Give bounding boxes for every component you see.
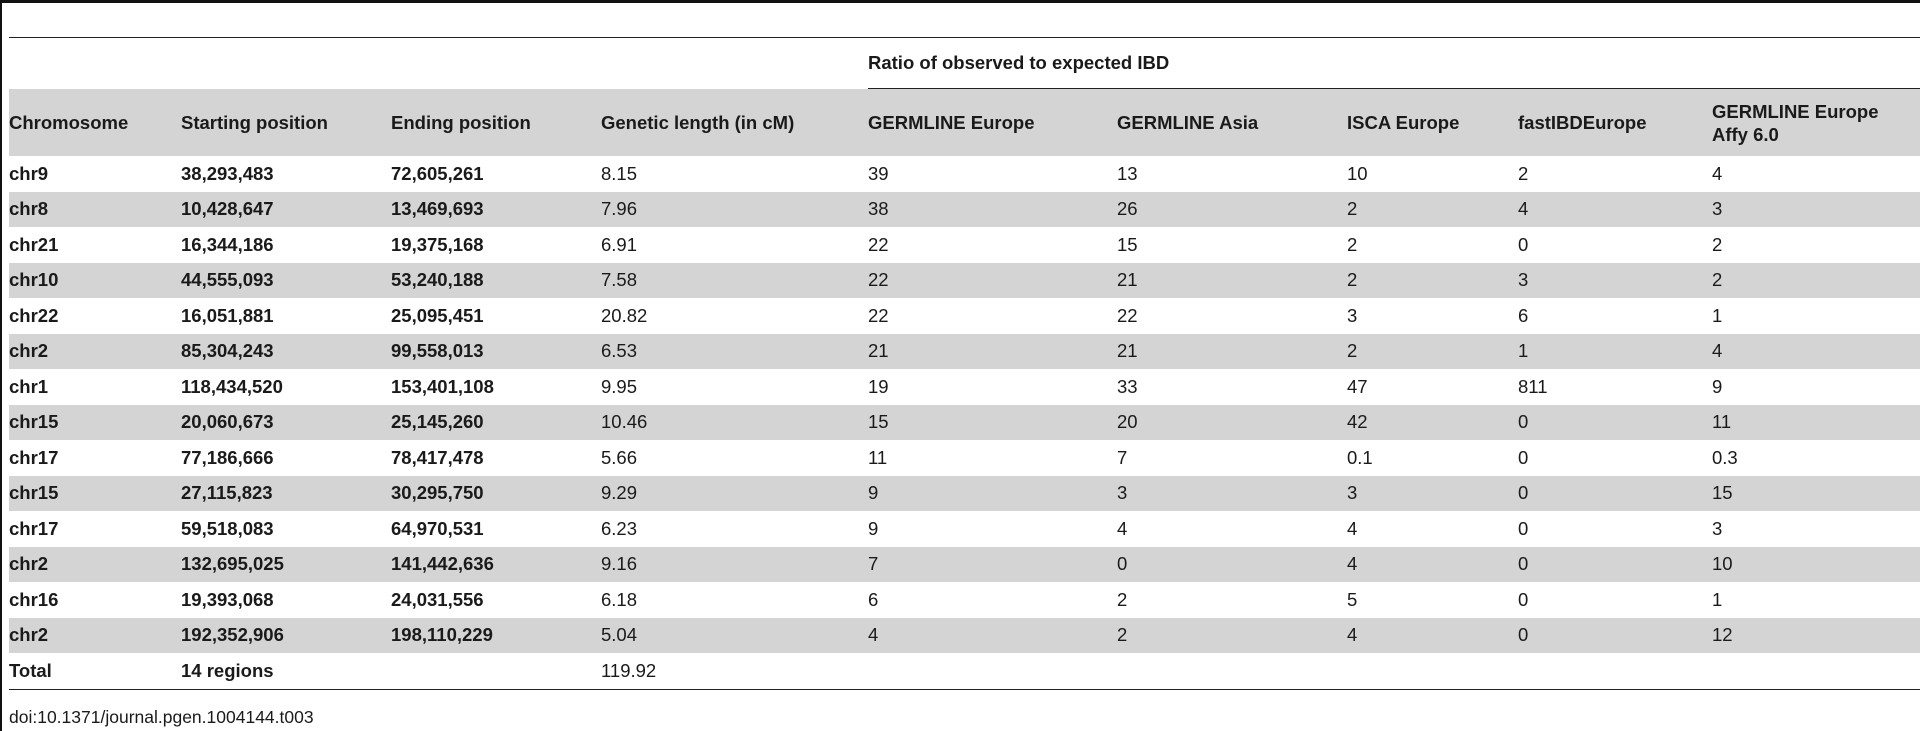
table-cell: 13 <box>1117 162 1138 184</box>
table-row <box>9 440 1920 476</box>
table-cell: 1 <box>1518 334 1712 370</box>
table-row <box>9 547 1920 583</box>
table-row <box>9 334 1920 370</box>
table-cell: 2 <box>1117 618 1347 654</box>
table-cell: chr15 <box>9 405 181 441</box>
table-cell: 3 <box>1712 192 1920 228</box>
table-cell: chr2 <box>9 547 181 583</box>
table-cell: 6 <box>1518 304 1529 326</box>
table-row <box>9 369 1920 405</box>
table-cell: chr17 <box>9 446 59 468</box>
table-row <box>9 476 1920 512</box>
column-header: Chromosome <box>9 89 181 157</box>
top-border <box>0 0 1920 3</box>
table-cell: 0 <box>1518 618 1712 654</box>
total-empty <box>868 653 1117 690</box>
table-cell: 7 <box>1117 446 1128 468</box>
total-genetic-length: 119.92 <box>601 653 868 690</box>
table-cell: 0 <box>1518 588 1529 610</box>
table-cell: 21 <box>868 334 1117 370</box>
table-cell: 10 <box>1712 547 1920 583</box>
table-cell: 20.82 <box>601 304 648 326</box>
table-cell: 59,518,083 <box>181 517 274 539</box>
table-cell: 13,469,693 <box>391 192 601 228</box>
table-cell: chr22 <box>9 304 59 326</box>
table-cell: 39 <box>868 162 889 184</box>
table-cell: 6.53 <box>601 334 868 370</box>
table-cell: 22 <box>1117 304 1138 326</box>
table-row <box>9 298 1920 334</box>
table-cell: 6.91 <box>601 233 638 255</box>
total-regions: 14 regions <box>181 653 391 690</box>
table-cell: chr8 <box>9 192 181 228</box>
table-container <box>9 37 1920 690</box>
table-cell: 44,555,093 <box>181 263 391 299</box>
table-cell: 9 <box>868 476 1117 512</box>
table-cell: 25,145,260 <box>391 405 601 441</box>
column-header-row <box>9 89 1920 157</box>
table-cell: 99,558,013 <box>391 334 601 370</box>
table-cell: 85,304,243 <box>181 334 391 370</box>
table-cell: 2 <box>1347 263 1518 299</box>
table-cell: 198,110,229 <box>391 618 601 654</box>
table-cell: chr16 <box>9 588 59 610</box>
table-cell: 9.95 <box>601 375 638 397</box>
group-header-row <box>9 38 1920 89</box>
table-cell: 77,186,666 <box>181 446 274 468</box>
table-cell: 141,442,636 <box>391 547 601 583</box>
table-cell: 47 <box>1347 375 1368 397</box>
table-row <box>9 405 1920 441</box>
doi-footer: doi:10.1371/journal.pgen.1004144.t003 <box>9 707 314 727</box>
left-border <box>0 0 2 731</box>
table-cell: 4 <box>1518 192 1712 228</box>
table-row <box>9 192 1920 228</box>
table-row <box>9 582 1920 618</box>
table-cell: 811 <box>1518 375 1548 397</box>
table-cell: 16,051,881 <box>181 304 274 326</box>
table-cell: 2 <box>1347 334 1518 370</box>
column-header: GERMLINE Europe <box>868 89 1117 157</box>
table-cell: 72,605,261 <box>391 162 484 184</box>
table-cell: 1 <box>1712 588 1723 610</box>
table-cell: 2 <box>1712 263 1920 299</box>
table-cell: 8.15 <box>601 162 638 184</box>
total-empty <box>391 653 601 690</box>
table-cell: 53,240,188 <box>391 263 601 299</box>
table-cell: 21 <box>1117 334 1347 370</box>
total-row <box>9 653 1920 690</box>
table-cell: 7.96 <box>601 192 868 228</box>
table-cell: 4 <box>868 618 1117 654</box>
table-cell: 6 <box>868 588 879 610</box>
ibd-ratio-table <box>9 38 1920 690</box>
total-empty <box>1117 653 1347 690</box>
table-cell: 64,970,531 <box>391 517 484 539</box>
table-cell: 2 <box>1518 162 1529 184</box>
column-header: GERMLINE Europe Affy 6.0 <box>1712 89 1920 157</box>
table-cell: 33 <box>1117 375 1138 397</box>
table-cell: chr10 <box>9 263 181 299</box>
table-cell: 15 <box>1117 233 1138 255</box>
table-cell: 132,695,025 <box>181 547 391 583</box>
table-cell: 3 <box>1518 263 1712 299</box>
total-empty <box>1712 653 1920 690</box>
table-cell: 7 <box>868 547 1117 583</box>
table-cell: 15 <box>868 405 1117 441</box>
table-row <box>9 227 1920 263</box>
table-cell: 20,060,673 <box>181 405 391 441</box>
table-cell: 2 <box>1347 192 1518 228</box>
table-cell: 0.1 <box>1347 446 1373 468</box>
table-cell: chr1 <box>9 375 49 397</box>
table-cell: 2 <box>1347 233 1358 255</box>
table-cell: 42 <box>1347 405 1518 441</box>
table-cell: chr2 <box>9 618 181 654</box>
table-cell: 15 <box>1712 476 1920 512</box>
table-cell: 3 <box>1347 304 1358 326</box>
table-cell: 4 <box>1347 547 1518 583</box>
table-cell: 10,428,647 <box>181 192 391 228</box>
table-cell: 0 <box>1518 517 1529 539</box>
column-header: ISCA Europe <box>1347 89 1518 157</box>
group-header-spacer <box>9 38 868 89</box>
total-label: Total <box>9 653 181 690</box>
table-cell: 9.29 <box>601 476 868 512</box>
table-cell: 3 <box>1347 476 1518 512</box>
column-header: Starting position <box>181 89 391 157</box>
table-cell: chr9 <box>9 162 49 184</box>
table-cell: 38,293,483 <box>181 162 274 184</box>
table-cell: 9.16 <box>601 547 868 583</box>
table-cell: 16,344,186 <box>181 233 274 255</box>
total-empty <box>1518 653 1712 690</box>
table-row <box>9 263 1920 299</box>
table-cell: 22 <box>868 304 889 326</box>
table-cell: chr21 <box>9 233 59 255</box>
table-cell: 78,417,478 <box>391 446 484 468</box>
table-cell: 6.23 <box>601 517 638 539</box>
table-cell: 118,434,520 <box>181 375 283 397</box>
table-cell: 12 <box>1712 618 1920 654</box>
table-cell: 10.46 <box>601 405 868 441</box>
table-cell: 22 <box>868 233 889 255</box>
table-cell: 4 <box>1712 334 1920 370</box>
table-cell: 21 <box>1117 263 1347 299</box>
table-cell: 4 <box>1117 517 1128 539</box>
column-header: fastIBDEurope <box>1518 89 1712 157</box>
table-cell: 9 <box>868 517 879 539</box>
table-cell: chr15 <box>9 476 181 512</box>
table-cell: 0 <box>1518 476 1712 512</box>
table-cell: 19,393,068 <box>181 588 274 610</box>
table-cell: 9 <box>1712 375 1723 397</box>
table-cell: 7.58 <box>601 263 868 299</box>
column-header: GERMLINE Asia <box>1117 89 1347 157</box>
table-cell: 30,295,750 <box>391 476 601 512</box>
table-cell: chr2 <box>9 334 181 370</box>
column-header: Genetic length (in cM) <box>601 89 868 157</box>
table-row <box>9 511 1920 547</box>
total-empty <box>1347 653 1518 690</box>
table-cell: 192,352,906 <box>181 618 391 654</box>
table-cell: 24,031,556 <box>391 588 484 610</box>
table-cell: 5.66 <box>601 446 638 468</box>
table-cell: 5.04 <box>601 618 868 654</box>
table-cell: 10 <box>1347 162 1368 184</box>
table-cell: 3 <box>1117 476 1347 512</box>
table-row <box>9 618 1920 654</box>
table-cell: 25,095,451 <box>391 304 484 326</box>
table-cell: 2 <box>1712 233 1723 255</box>
table-cell: 0 <box>1117 547 1347 583</box>
table-cell: 19 <box>868 375 889 397</box>
table-cell: 22 <box>868 263 1117 299</box>
table-cell: chr17 <box>9 517 59 539</box>
table-cell: 0 <box>1518 233 1529 255</box>
table-cell: 19,375,168 <box>391 233 484 255</box>
table-cell: 38 <box>868 192 1117 228</box>
table-cell: 6.18 <box>601 588 638 610</box>
table-cell: 27,115,823 <box>181 476 391 512</box>
table-cell: 4 <box>1347 618 1518 654</box>
table-cell: 0 <box>1518 405 1712 441</box>
table-cell: 0 <box>1518 547 1712 583</box>
group-header-ratio: Ratio of observed to expected IBD <box>868 38 1920 89</box>
table-cell: 11 <box>1712 405 1920 441</box>
table-cell: 0.3 <box>1712 446 1738 468</box>
table-cell: 2 <box>1117 588 1128 610</box>
table-cell: 26 <box>1117 192 1347 228</box>
table-cell: 4 <box>1347 517 1358 539</box>
table-cell: 4 <box>1712 162 1723 184</box>
table-cell: 0 <box>1518 446 1529 468</box>
table-cell: 1 <box>1712 304 1723 326</box>
table-cell: 3 <box>1712 517 1723 539</box>
table-cell: 5 <box>1347 588 1358 610</box>
table-row <box>9 156 1920 192</box>
table-body <box>9 156 1920 690</box>
table-cell: 11 <box>868 446 888 468</box>
column-header: Ending position <box>391 89 601 157</box>
table-cell: 153,401,108 <box>391 375 494 397</box>
table-cell: 20 <box>1117 405 1347 441</box>
